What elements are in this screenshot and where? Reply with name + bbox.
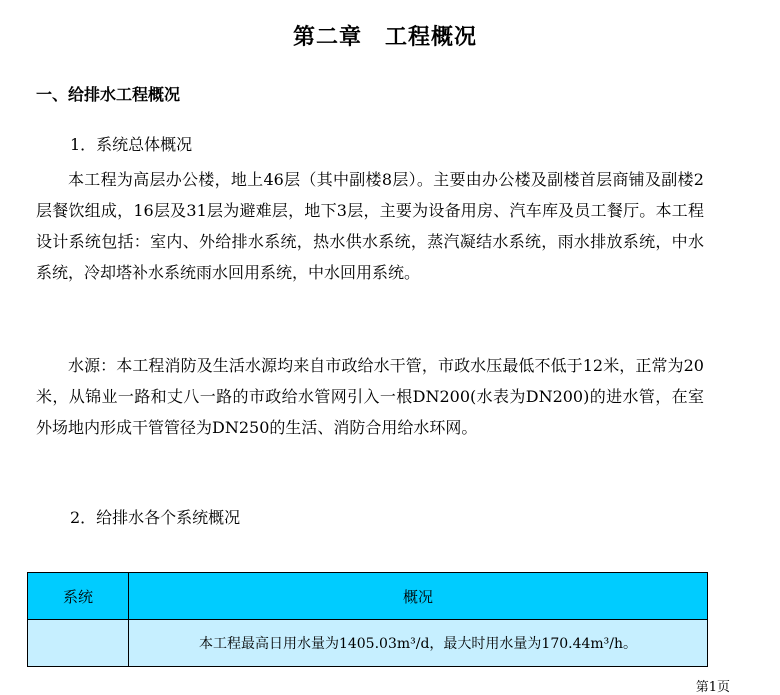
paragraph-water-source: 水源：本工程消防及生活水源均来自市政给水干管，市政水压最低不低于12米，正常为20米，从锦业一路和丈八一路的市政给水管网引入一根DN200(水表为DN200)的进水管，在室外场地内形成干管管径为DN250的生活、消防合用给水环网。 [36, 356, 704, 437]
table-cell-system [28, 620, 129, 667]
table-header-overview: 概况 [129, 573, 708, 620]
table-header-system: 系统 [28, 573, 129, 620]
page-number: 第1页 [695, 680, 730, 695]
paragraph-project-overview: 本工程为高层办公楼，地上46层（其中副楼8层）。主要由办公楼及副楼首层商铺及副楼2层餐饮组成，16层及31层为避难层，地下3层，主要为设备用房、汽车库及员工餐厅。本工程设计系统包括：室内、外给排水系统，热水供水系统，蒸汽凝结水系统，雨水排放系统，中水系统，冷却塔补水系统雨水回用系统，中水回用系统。 [36, 170, 704, 282]
table-header-row [28, 573, 708, 620]
table-row [28, 620, 708, 667]
table-cell-overview: 本工程最高日用水量为1405.03m³/d，最大时用水量为170.44m³/h。 [129, 620, 708, 667]
section-heading-water-supply-drainage: 一、给排水工程概况 [36, 85, 181, 104]
subsection-heading-overall: 1．系统总体概况 [70, 135, 193, 154]
subsection-heading-systems: 2．给排水各个系统概况 [70, 508, 241, 527]
systems-table [27, 572, 708, 667]
chapter-title: 第二章 工程概况 [292, 25, 477, 50]
